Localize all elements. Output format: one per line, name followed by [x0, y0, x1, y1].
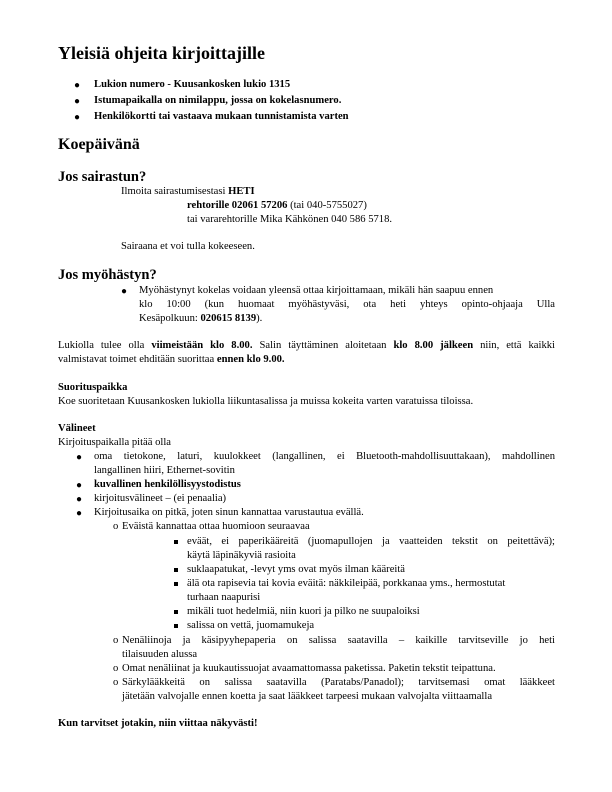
bullet-icon: ● [76, 452, 83, 463]
circle-bullet-icon: o [113, 521, 119, 532]
text: Kesäpolkuun: [139, 313, 201, 324]
text: niin, että kaikki [473, 340, 555, 351]
venue-text: Koe suoritetaan Kuusankosken lukiolla liikuntasalissa ja muissa kokeita varten varatuissa tiloissa. [58, 396, 474, 407]
bullet-icon: ● [76, 480, 83, 491]
text: (tai 040-5755027) [287, 200, 367, 211]
square-bullet-icon [174, 624, 178, 628]
text-bold: klo 8.00 jälkeen [393, 340, 474, 351]
sick-line-1 [121, 185, 255, 198]
principal-phone: rehtorille 02061 57206 [187, 200, 288, 211]
circle-bullet-icon: o [113, 677, 119, 688]
section-heading-exam-day: Koepäivänä [58, 136, 140, 153]
medicine-note: Särkylääkkeitä on salissa saatavilla (Paratabs/Panadol); tarvitsemasi omat lääkkeet [122, 677, 555, 688]
bullet-icon: ● [121, 286, 128, 297]
tools-item-computer: oma tietokone, laturi, kuulokkeet (langallinen, ei Bluetooth-mahdollisuuttakaan), mahdollinen [94, 451, 555, 462]
closing-note: Kun tarvitset jotakin, niin viittaa näkyvästi! [58, 718, 258, 729]
text: Ilmoita sairastumisestasi [121, 186, 229, 197]
square-bullet-icon [174, 540, 178, 544]
snack-rule-4: mikäli tuot hedelmiä, niin kuori ja pilko ne suupaloiksi [187, 606, 420, 617]
bullet-icon: ● [74, 112, 81, 123]
snack-rule-5: salissa on vettä, juomamukeja [187, 620, 315, 631]
late-line-2: klo 10:00 (kun huomaat myöhästyväsi, ota heti yhteys opinto-ohjaaja Ulla [139, 299, 555, 310]
text: Salin täyttäminen aloitetaan [252, 340, 394, 351]
tools-intro: Kirjoituspaikalla pitää olla [58, 437, 171, 448]
square-bullet-icon [174, 582, 178, 586]
own-supplies-note: Omat nenäliinat ja kuukautissuojat avaamattomassa paketissa. Paketin tekstit teipattuna. [122, 663, 496, 674]
snack-rule-3: älä ota rapisevia tai kovia eväitä: näkkileipää, porkkanaa yms., hermostutat [187, 578, 506, 589]
tools-item-id: kuvallinen henkilöllisyystodistus [94, 479, 241, 490]
bullet-icon: ● [74, 96, 81, 107]
tools-item-computer-cont: langallinen hiiri, Ethernet-sovitin [94, 465, 235, 476]
list-item: Henkilökortti tai vastaava mukaan tunnistamista varten [94, 111, 349, 122]
text: valmistavat toimet ehditään suorittaa [58, 354, 217, 365]
square-bullet-icon [174, 568, 178, 572]
heading-if-sick: Jos sairastun? [58, 169, 147, 185]
arrival-line-2 [58, 353, 285, 366]
counselor-phone: 020615 8139 [200, 313, 257, 324]
tools-item-snacks: Kirjoitusaika on pitkä, joten sinun kannattaa varustautua evällä. [94, 507, 364, 518]
medicine-note-cont: jätetään valvojalle ennen koetta ja saat lääkkeet tarpeesi mukaan valvojalta viittaamalla [122, 691, 493, 702]
tools-item-pens: kirjoitusvälineet – (ei penaalia) [94, 493, 227, 504]
text: ). [256, 313, 263, 324]
page-title: Yleisiä ohjeita kirjoittajille [58, 43, 265, 63]
bullet-icon: ● [76, 494, 83, 505]
snack-rule-1-cont: käytä läpinäkyviä rasioita [187, 550, 296, 561]
bullet-icon: ● [74, 80, 81, 91]
venue-heading: Suorituspaikka [58, 382, 128, 393]
late-line-3 [139, 312, 262, 325]
list-item: Istumapaikalla on nimilappu, jossa on kokelasnumero. [94, 95, 342, 106]
snacks-intro: Eväistä kannattaa ottaa huomioon seuraavaa [122, 521, 310, 532]
text-bold: viimeistään klo 8.00. [151, 340, 253, 351]
late-line-1: Myöhästynyt kokelas voidaan yleensä ottaa kirjoittamaan, mikäli hän saapuu ennen [139, 285, 494, 296]
snack-rule-3-cont: turhaan naapurisi [187, 592, 261, 603]
text-bold: ennen klo 9.00. [216, 354, 285, 365]
square-bullet-icon [174, 610, 178, 614]
tools-heading: Välineet [58, 423, 96, 434]
arrival-line-1 [58, 339, 555, 352]
text-bold: HETI [228, 186, 255, 197]
circle-bullet-icon: o [113, 663, 119, 674]
list-item: Lukion numero - Kuusankosken lukio 1315 [94, 79, 291, 90]
circle-bullet-icon: o [113, 635, 119, 646]
snack-rule-2: suklaapatukat, -levyt yms ovat myös ilman kääreitä [187, 564, 405, 575]
snack-rule-1: eväät, ei paperikääreitä (juomapullojen ja vaatteiden tekstit on peitettävä); [187, 536, 555, 547]
text: Lukiolla tulee olla [58, 340, 152, 351]
sick-line-2 [187, 199, 367, 212]
tissues-note: Nenäliinoja ja käsipyyhepaperia on salissa saatavilla – kaikille tarvitseville jo heti [122, 635, 555, 646]
sick-line-4: Sairaana et voi tulla kokeeseen. [121, 241, 255, 252]
bullet-icon: ● [76, 508, 83, 519]
tissues-note-cont: tilaisuuden alussa [122, 649, 198, 660]
heading-if-late: Jos myöhästyn? [58, 267, 157, 283]
sick-line-3: tai vararehtorille Mika Kähkönen 040 586 5718. [187, 214, 393, 225]
